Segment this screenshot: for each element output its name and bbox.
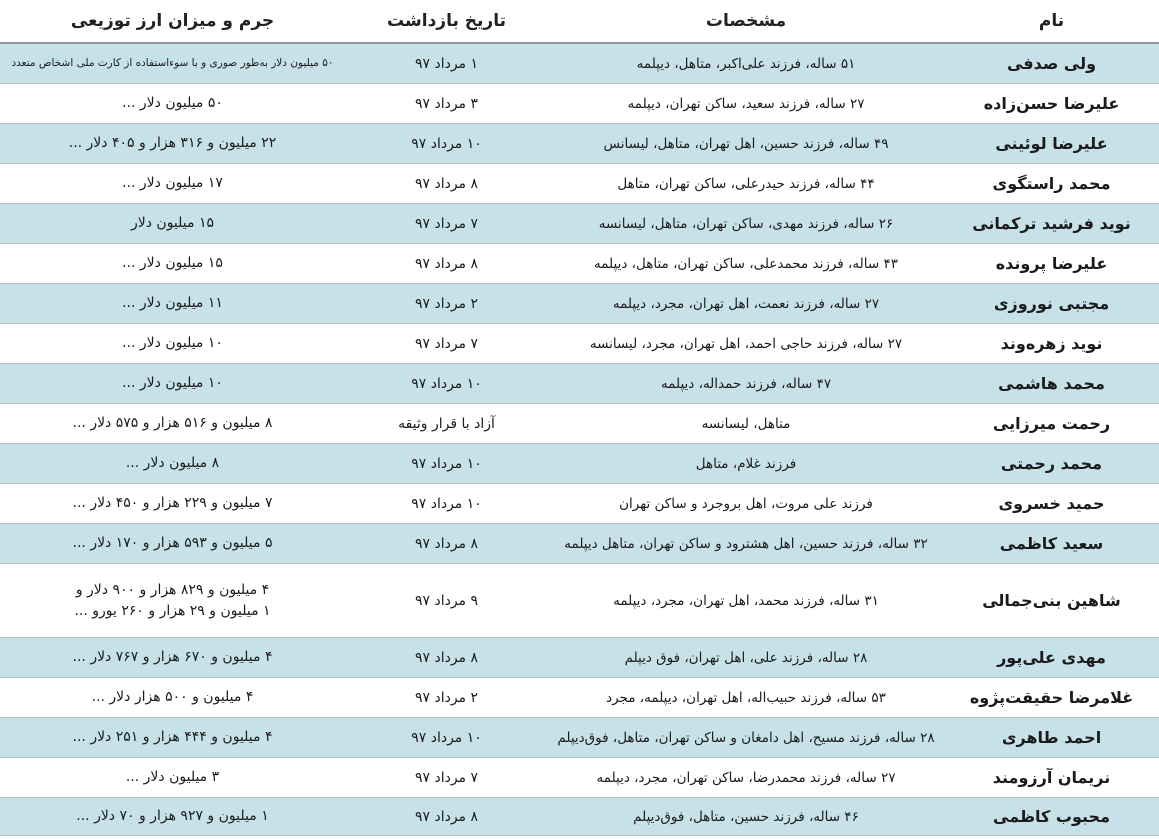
table-row	[0, 564, 1159, 638]
amount-line: ۵۰ میلیون دلار ...	[122, 95, 223, 111]
currency-amount	[0, 404, 345, 443]
currency-amount	[0, 164, 345, 203]
person-description: ۲۷ ساله، فرزند سعید، ساکن تهران، دیپلمه	[627, 95, 865, 112]
arrest-date: ۷ مرداد ۹۷	[414, 335, 479, 352]
person-description: متاهل، لیسانسه	[701, 415, 791, 432]
person-description: ۲۷ ساله، فرزند حاجی احمد، اهل تهران، مجرد، لیسانسه	[589, 335, 903, 352]
arrest-date: ۱۰ مرداد ۹۷	[411, 455, 482, 472]
amount-line: ۸ میلیون و ۵۱۶ هزار و ۵۷۵ دلار ...	[72, 415, 273, 431]
person-name: علیرضا حسن‌زاده	[983, 94, 1120, 113]
table-row	[0, 678, 1159, 718]
amount-line: ۵ میلیون و ۵۹۳ هزار و ۱۷۰ دلار ...	[72, 535, 273, 551]
currency-amount	[0, 484, 345, 523]
currency-amount	[0, 204, 345, 243]
table-row	[0, 284, 1159, 324]
currency-amount	[0, 124, 345, 163]
amount-line: ۴ میلیون و ۸۲۹ هزار و ۹۰۰ دلار و	[75, 581, 270, 598]
person-name: حمید خسروی	[998, 494, 1105, 513]
currency-amount	[0, 718, 345, 757]
arrest-date: ۷ مرداد ۹۷	[414, 215, 479, 232]
person-name: محمد راستگوی	[992, 174, 1111, 193]
amount-line: ۱۰ میلیون دلار ...	[122, 335, 223, 351]
amount-line: ۷ میلیون و ۲۲۹ هزار و ۴۵۰ دلار ...	[72, 495, 273, 511]
person-description: فرزند غلام، متاهل	[695, 455, 797, 472]
currency-amount	[0, 84, 345, 123]
amount-line: ۳ میلیون دلار ...	[125, 769, 220, 785]
amount-line: ۱ میلیون و ۲۹ هزار و ۲۶۰ یورو ...	[74, 602, 271, 619]
person-description: ۲۸ ساله، فرزند مسیح، اهل دامغان و ساکن تهران، متاهل، فوق‌دیپلم	[557, 729, 935, 746]
currency-amount	[0, 244, 345, 283]
arrest-date: ۱۰ مرداد ۹۷	[411, 729, 482, 746]
person-name: علیرضا لوئینی	[995, 134, 1108, 153]
table-row	[0, 404, 1159, 444]
arrest-date: ۸ مرداد ۹۷	[414, 649, 479, 666]
person-description: ۲۷ ساله، فرزند نعمت، اهل تهران، مجرد، دیپلمه	[612, 295, 880, 312]
table-row	[0, 164, 1159, 204]
amount-line: ۱۱ میلیون دلار ...	[122, 295, 223, 311]
person-name: نوید زهره‌وند	[1000, 334, 1103, 353]
arrest-date: ۲ مرداد ۹۷	[414, 689, 479, 706]
person-name: نوید فرشید ترکمانی	[972, 214, 1131, 233]
table-row	[0, 484, 1159, 524]
header-description: مشخصات	[705, 11, 787, 31]
person-name: ولی صدفی	[1006, 54, 1097, 73]
person-description: ۴۶ ساله، فرزند حسین، متاهل، فوق‌دیپلم	[633, 808, 859, 825]
person-name: شاهین بنی‌جمالی	[982, 591, 1121, 610]
table-row	[0, 324, 1159, 364]
amount-line: ۱ میلیون و ۹۲۷ هزار و ۷۰ دلار ...	[76, 808, 269, 824]
arrest-date: آزاد با قرار وثیقه	[398, 415, 495, 432]
amount-line: ۵۰ میلیون دلار به‌طور صوری و با سوءاستفاده از کارت ملی اشخاص متعدد	[11, 57, 334, 69]
currency-amount	[0, 364, 345, 403]
table-header	[0, 0, 1159, 44]
arrest-date: ۸ مرداد ۹۷	[414, 255, 479, 272]
person-description: ۵۱ ساله، فرزند علی‌اکبر، متاهل، دیپلمه	[636, 55, 856, 72]
person-name: سعید کاظمی	[999, 534, 1104, 553]
person-name: محمد رحمتی	[1000, 454, 1103, 473]
table-row	[0, 364, 1159, 404]
currency-amount	[0, 758, 345, 797]
table-row	[0, 524, 1159, 564]
amount-line: ۴ میلیون و ۶۷۰ هزار و ۷۶۷ دلار ...	[72, 649, 273, 665]
arrest-date: ۲ مرداد ۹۷	[414, 295, 479, 312]
person-name: محمد هاشمی	[998, 374, 1105, 393]
person-description: ۲۷ ساله، فرزند محمدرضا، ساکن تهران، مجرد، دیپلمه	[596, 769, 896, 786]
table-row	[0, 204, 1159, 244]
currency-amount	[0, 524, 345, 563]
person-description: ۵۳ ساله، فرزند حبیب‌اله، اهل تهران، دیپلمه، مجرد	[606, 689, 886, 706]
person-name: رحمت میرزایی	[992, 414, 1111, 433]
person-name: غلامرضا حقیقت‌پژوه	[969, 688, 1134, 707]
currency-amount	[0, 564, 345, 637]
header-amount: جرم و میزان ارز توزیعی	[70, 11, 275, 31]
person-name: محبوب کاظمی	[993, 807, 1110, 826]
person-description: ۲۸ ساله، فرزند علی، اهل تهران، فوق دیپلم	[624, 649, 868, 666]
person-description: ۴۴ ساله، فرزند حیدرعلی، ساکن تهران، متاهل	[617, 175, 875, 192]
header-name: نام	[1038, 11, 1065, 31]
currency-amount	[0, 798, 345, 835]
currency-amount	[0, 324, 345, 363]
person-name: علیرضا پرونده	[995, 254, 1108, 273]
table-row	[0, 718, 1159, 758]
person-description: ۴۹ ساله، فرزند حسین، اهل تهران، متاهل، لیسانس	[603, 135, 889, 152]
arrest-date: ۹ مرداد ۹۷	[414, 592, 479, 609]
person-description: ۴۷ ساله، فرزند حمداله، دیپلمه	[660, 375, 832, 392]
table-row	[0, 444, 1159, 484]
currency-amount	[0, 678, 345, 717]
table-row	[0, 244, 1159, 284]
table-row	[0, 124, 1159, 164]
person-name: احمد طاهری	[1001, 728, 1102, 747]
header-arrest-date: تاریخ بازداشت	[387, 11, 506, 31]
table-row	[0, 84, 1159, 124]
currency-amount	[0, 44, 345, 83]
person-description: ۴۳ ساله، فرزند محمدعلی، ساکن تهران، متاهل، دیپلمه	[594, 255, 898, 272]
amount-line: ۴ میلیون و ۵۰۰ هزار دلار ...	[91, 689, 254, 705]
arrest-date: ۸ مرداد ۹۷	[414, 808, 479, 825]
person-description: ۳۱ ساله، فرزند محمد، اهل تهران، مجرد، دیپلمه	[613, 592, 879, 609]
currency-amount	[0, 638, 345, 677]
amount-line: ۱۰ میلیون دلار ...	[122, 375, 223, 391]
table-row	[0, 798, 1159, 836]
table-row	[0, 758, 1159, 798]
person-name: نریمان آرزومند	[992, 768, 1111, 787]
table-row	[0, 638, 1159, 678]
amount-line: ۱۵ میلیون دلار	[130, 215, 215, 231]
arrest-date: ۸ مرداد ۹۷	[414, 535, 479, 552]
arrest-date: ۱۰ مرداد ۹۷	[411, 495, 482, 512]
amount-line: ۲۲ میلیون و ۳۱۶ هزار و ۴۰۵ دلار ...	[68, 135, 277, 151]
table-row	[0, 44, 1159, 84]
person-description: ۳۲ ساله، فرزند حسین، اهل هشترود و ساکن تهران، متاهل دیپلمه	[564, 535, 928, 552]
person-description: ۲۶ ساله، فرزند مهدی، ساکن تهران، متاهل، لیسانسه	[598, 215, 894, 232]
arrest-date: ۳ مرداد ۹۷	[414, 95, 479, 112]
arrest-date: ۸ مرداد ۹۷	[414, 175, 479, 192]
arrest-date: ۷ مرداد ۹۷	[414, 769, 479, 786]
amount-line: ۱۵ میلیون دلار ...	[122, 255, 223, 271]
person-description: فرزند علی مروت، اهل بروجرد و ساکن تهران	[619, 495, 873, 512]
person-name: مجتبی نوروزی	[993, 294, 1110, 313]
amount-line: ۴ میلیون و ۴۴۴ هزار و ۲۵۱ دلار ...	[72, 729, 273, 745]
currency-amount	[0, 444, 345, 483]
arrest-date: ۱ مرداد ۹۷	[414, 55, 479, 72]
amount-line: ۱۷ میلیون دلار ...	[122, 175, 223, 191]
amount-line: ۸ میلیون دلار ...	[125, 455, 220, 471]
currency-amount	[0, 284, 345, 323]
arrest-date: ۱۰ مرداد ۹۷	[411, 135, 482, 152]
arrest-date: ۱۰ مرداد ۹۷	[411, 375, 482, 392]
person-name: مهدی علی‌پور	[997, 648, 1106, 667]
